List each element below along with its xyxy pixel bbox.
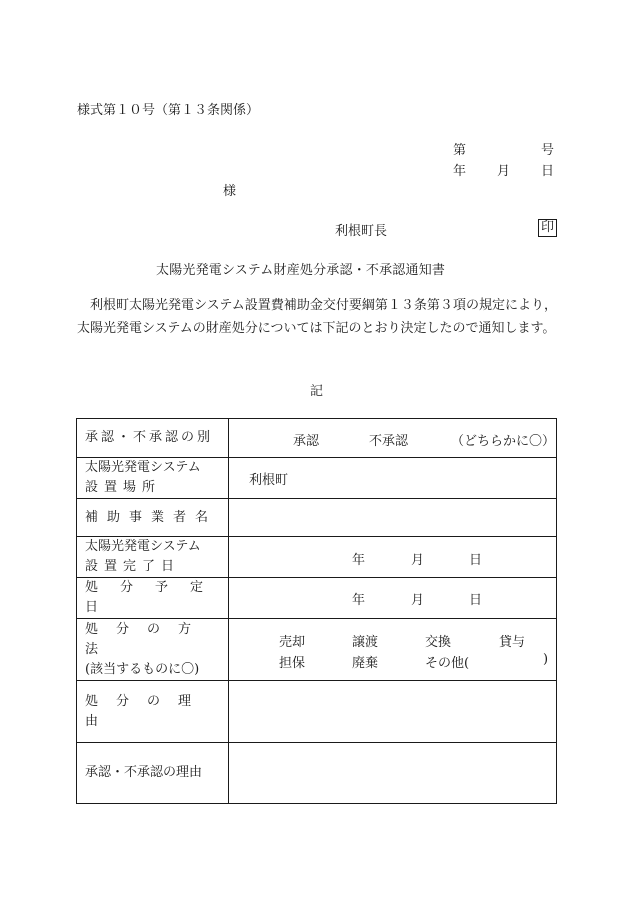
completion-month: 月: [411, 553, 425, 568]
disposal-table: [76, 418, 557, 804]
label-reason: [77, 681, 229, 743]
location-value: 利根町: [249, 473, 289, 488]
table-row-completion: [77, 537, 557, 578]
value-reason[interactable]: [229, 681, 557, 743]
table-row-approval: [77, 419, 557, 458]
issuer-name: 利根町長: [335, 224, 388, 239]
ki-heading: 記: [310, 384, 324, 399]
doc-number-suffix: 号: [541, 143, 555, 158]
date-month-label: 月: [497, 164, 511, 179]
table-row-reason: [77, 681, 557, 743]
value-location[interactable]: [229, 458, 557, 499]
label-method-line1: 処分の方法: [85, 621, 210, 657]
label-planned-date-text: 処分予定日: [85, 580, 226, 615]
label-decision-reason: [77, 743, 229, 804]
option-disapprove[interactable]: 不承認: [369, 434, 409, 449]
planned-day: 日: [469, 593, 483, 608]
label-reason-text: 処分の理由: [85, 693, 210, 729]
label-grantee-text: 補助事業者名: [85, 509, 218, 525]
label-method-line2: (該当するものに〇): [85, 661, 200, 677]
value-decision-reason[interactable]: [229, 743, 557, 804]
document-title: 太陽光発電システム財産処分承認・不承認通知書: [156, 263, 446, 278]
date-year-label: 年: [453, 164, 467, 179]
date-day-label: 日: [541, 164, 555, 179]
method-other[interactable]: その他(: [425, 656, 470, 671]
method-other-close: ): [543, 652, 549, 667]
value-approval[interactable]: [229, 419, 557, 458]
method-exchange[interactable]: 交換: [425, 635, 452, 650]
table-row-planned-date: [77, 578, 557, 619]
value-completion-date[interactable]: [229, 537, 557, 578]
option-approve[interactable]: 承認: [293, 434, 320, 449]
table-row-method: [77, 619, 557, 681]
form-number: 様式第１０号（第１３条関係）: [77, 103, 260, 118]
label-completion-line1: 太陽光発電システム: [85, 539, 201, 554]
label-approval-text: 承認・不承認の別: [85, 430, 214, 445]
method-collateral[interactable]: 担保: [279, 656, 306, 671]
value-planned-date[interactable]: [229, 578, 557, 619]
method-sale[interactable]: 売却: [279, 635, 306, 650]
method-lend[interactable]: 貸与: [499, 635, 526, 650]
seal-mark: 印: [538, 219, 557, 237]
doc-number-label: 第: [453, 143, 467, 158]
value-grantee[interactable]: [229, 499, 557, 537]
addressee-suffix: 様: [223, 184, 237, 199]
method-disposal[interactable]: 廃棄: [352, 656, 379, 671]
table-row-grantee: [77, 499, 557, 537]
method-transfer[interactable]: 譲渡: [352, 635, 379, 650]
label-grantee: [77, 499, 229, 537]
value-method[interactable]: [229, 619, 557, 681]
approval-note: （どちらかに〇）: [451, 434, 556, 449]
label-location: [77, 458, 229, 499]
planned-month: 月: [411, 593, 425, 608]
body-paragraph: 利根町太陽光発電システム設置費補助金交付要綱第１３条第３項の規定により，太陽光発電システムの財産処分については下記のとおり決定したので通知します。: [77, 298, 557, 336]
completion-day: 日: [469, 553, 483, 568]
label-planned-date: [77, 578, 229, 619]
label-location-line1: 太陽光発電システム: [85, 460, 201, 475]
label-completion: [77, 537, 229, 578]
label-method: [77, 619, 229, 681]
table-row-location: [77, 458, 557, 499]
label-completion-line2: 設置完了日: [85, 559, 181, 574]
planned-year: 年: [352, 593, 366, 608]
completion-year: 年: [352, 553, 366, 568]
label-location-line2: 設置場所: [85, 480, 162, 495]
label-approval: [77, 419, 229, 458]
label-decision-reason-text: 承認・不承認の理由: [85, 765, 203, 780]
table-row-decision-reason: [77, 743, 557, 804]
